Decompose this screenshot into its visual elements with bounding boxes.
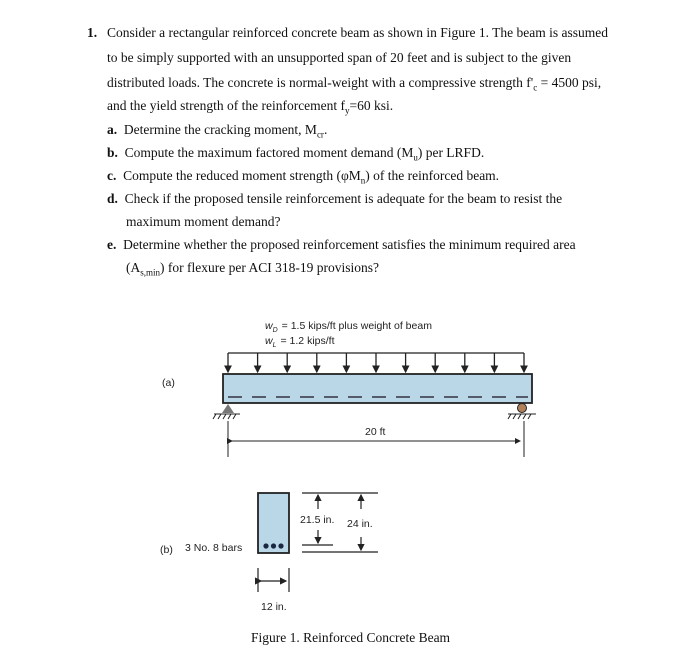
intro-line-1: Consider a rectangular reinforced concrete beam as shown in Figure 1. The beam is assumed [107, 25, 608, 40]
intro-line-2: to be simply supported with an unsupported span of 20 feet and is subject to the given [107, 50, 572, 65]
distributed-load-arrows [228, 353, 524, 372]
intro-line-4: and the yield strength of the reinforcement $f_y=60$ ksi. [107, 98, 394, 116]
span-label: 20 ft [365, 426, 386, 438]
live-load-label: $w_L = 1.2$ kips/ft [265, 335, 335, 349]
roller-support-icon [508, 404, 536, 420]
part-b-label: (b) [160, 544, 173, 556]
part-e-line2: $(A_{s,min})$ for flexure per ACI 318-19 provisions? [126, 260, 379, 278]
figure-caption: Figure 1. Reinforced Concrete Beam [251, 630, 451, 645]
bars-label: 3 No. 8 bars [185, 542, 243, 554]
rebar-dots [263, 543, 283, 548]
beam [223, 374, 532, 403]
part-c: c. Compute the reduced moment strength $(\varphi M_n)$ of the reinforced beam. [107, 168, 500, 186]
width-label: 12 in. [261, 601, 287, 613]
dead-load-label: $w_D = 1.5$ kips/ft plus weight of beam [265, 320, 432, 334]
intro-line-3: distributed loads. The concrete is normal-weight with a compressive strength $f'_c = 4500$ psi, [107, 75, 602, 93]
pin-support-icon [213, 404, 240, 419]
part-b: b. Compute the maximum factored moment demand $(M_u)$ per LRFD. [107, 145, 485, 163]
part-e: e. Determine whether the proposed reinforcement satisfies the minimum required area [107, 237, 576, 252]
problem-number: 1. [87, 25, 98, 40]
part-a-label: (a) [162, 377, 175, 389]
part-a: a. Determine the cracking moment, $M_{cr}$. [107, 122, 328, 140]
part-d: d. Check if the proposed tensile reinforcement is adequate for the beam to resist the [107, 191, 563, 206]
effective-depth-label: 21.5 in. [300, 514, 335, 526]
total-height-label: 24 in. [347, 518, 373, 530]
part-d-line2: maximum moment demand? [126, 214, 281, 229]
